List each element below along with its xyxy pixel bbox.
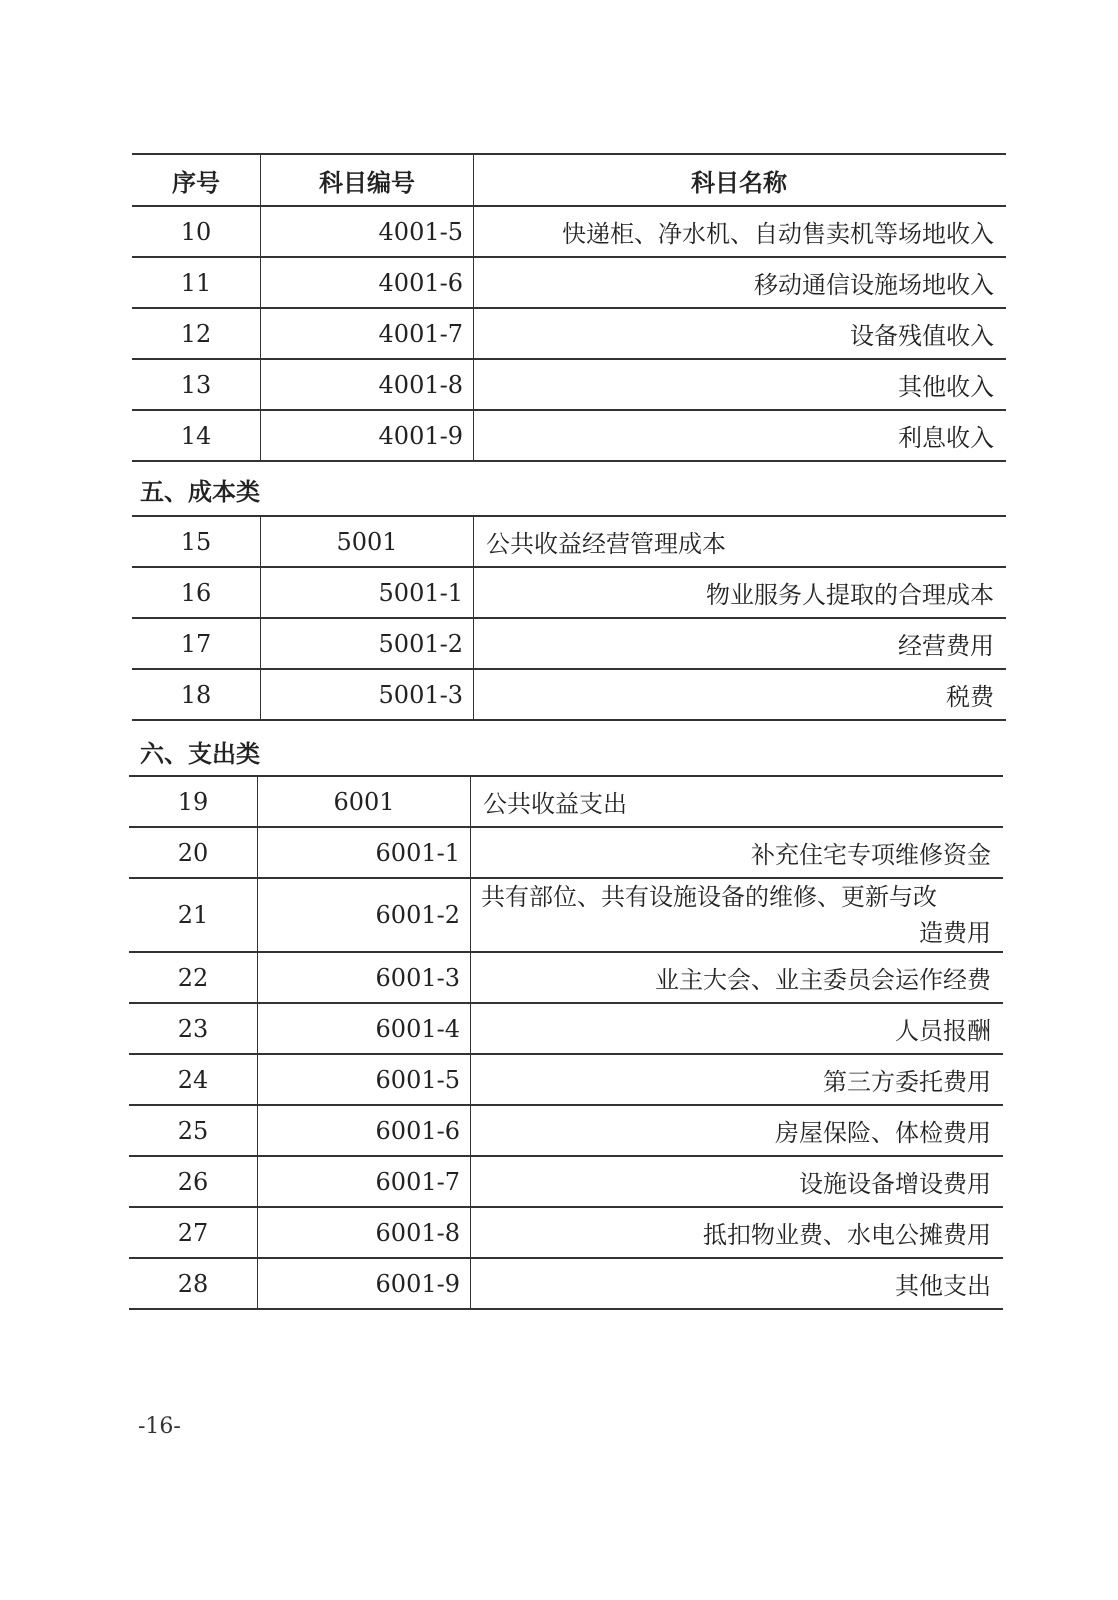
table-header-row [132,154,1006,206]
table-row [129,1207,1003,1258]
accounts-table-income [132,153,1006,462]
table-row [129,827,1003,878]
row-index: 10 [132,206,261,257]
table-row [132,410,1006,461]
table-row [132,359,1006,410]
table-row [129,776,1003,827]
row-name: 抵扣物业费、水电公摊费用 [471,1207,1004,1258]
row-name: 人员报酬 [471,1003,1004,1054]
table-row [129,952,1003,1003]
row-index: 19 [129,776,258,827]
row-name: 业主大会、业主委员会运作经费 [471,952,1004,1003]
table-row [132,257,1006,308]
row-index: 16 [132,567,261,618]
row-code: 5001-2 [261,618,474,669]
section-heading-expense: 六、支出类 [140,740,260,768]
row-name: 税费 [474,669,1007,720]
row-index: 18 [132,669,261,720]
row-name: 其他支出 [471,1258,1004,1309]
row-name: 第三方委托费用 [471,1054,1004,1105]
row-name-line-2: 造费用 [919,919,991,947]
row-code: 6001-7 [258,1156,471,1207]
row-index: 27 [129,1207,258,1258]
row-code: 6001-3 [258,952,471,1003]
row-name-line-1: 共有部位、共有设施设备的维修、更新与改 [481,883,937,911]
row-name: 公共收益支出 [471,776,1004,827]
row-index: 12 [132,308,261,359]
row-code: 5001-1 [261,567,474,618]
row-name [471,878,1004,952]
table-row [129,1003,1003,1054]
header-name: 科目名称 [474,154,1007,206]
row-index: 17 [132,618,261,669]
row-name: 经营费用 [474,618,1007,669]
row-index: 20 [129,827,258,878]
table-row [129,1156,1003,1207]
section-heading-cost: 五、成本类 [140,478,260,506]
row-name: 房屋保险、体检费用 [471,1105,1004,1156]
row-index: 26 [129,1156,258,1207]
page-number: -16- [138,1414,181,1439]
table-row [132,669,1006,720]
header-code: 科目编号 [261,154,474,206]
table-row [129,878,1003,952]
table-row [132,618,1006,669]
accounts-table-cost [132,515,1006,721]
row-name: 利息收入 [474,410,1007,461]
row-code: 4001-7 [261,308,474,359]
row-code: 6001-2 [258,878,471,952]
row-name: 其他收入 [474,359,1007,410]
table-row [129,1105,1003,1156]
row-index: 25 [129,1105,258,1156]
row-name: 补充住宅专项维修资金 [471,827,1004,878]
row-code: 5001-3 [261,669,474,720]
table-row [129,1054,1003,1105]
table-row [132,308,1006,359]
accounts-table-expense [129,775,1003,1310]
row-code: 4001-8 [261,359,474,410]
table-row [132,516,1006,567]
header-index: 序号 [132,154,261,206]
table-row [129,1258,1003,1309]
row-index: 15 [132,516,261,567]
row-name: 设备残值收入 [474,308,1007,359]
table-row [132,567,1006,618]
row-code: 6001-9 [258,1258,471,1309]
row-name: 快递柜、净水机、自动售卖机等场地收入 [474,206,1007,257]
row-code: 6001-4 [258,1003,471,1054]
table-row [132,206,1006,257]
row-code: 5001 [261,516,474,567]
row-index: 28 [129,1258,258,1309]
row-code: 4001-5 [261,206,474,257]
row-code: 6001-8 [258,1207,471,1258]
row-code: 4001-9 [261,410,474,461]
row-name: 公共收益经营管理成本 [474,516,1007,567]
row-index: 13 [132,359,261,410]
row-code: 6001 [258,776,471,827]
row-code: 6001-6 [258,1105,471,1156]
row-index: 23 [129,1003,258,1054]
row-name: 移动通信设施场地收入 [474,257,1007,308]
row-index: 11 [132,257,261,308]
row-index: 21 [129,878,258,952]
row-name: 物业服务人提取的合理成本 [474,567,1007,618]
row-code: 4001-6 [261,257,474,308]
row-name: 设施设备增设费用 [471,1156,1004,1207]
row-index: 14 [132,410,261,461]
row-index: 24 [129,1054,258,1105]
row-code: 6001-1 [258,827,471,878]
row-index: 22 [129,952,258,1003]
row-code: 6001-5 [258,1054,471,1105]
